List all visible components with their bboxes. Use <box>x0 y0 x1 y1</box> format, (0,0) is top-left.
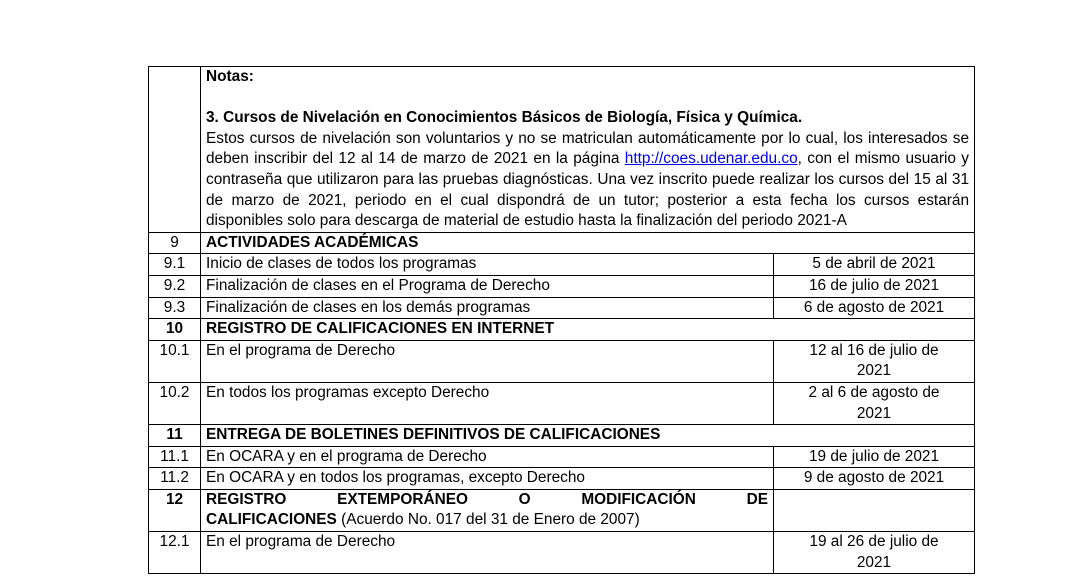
row-date: 9 de agosto de 2021 <box>774 468 975 490</box>
notes-cell <box>201 67 975 233</box>
row-date: 19 al 26 de julio de 2021 <box>774 532 975 574</box>
row-number: 12 <box>149 489 201 531</box>
notes-row <box>149 67 975 233</box>
row-description: En todos los programas excepto Derecho <box>201 382 774 424</box>
notes-num-cell <box>149 67 201 233</box>
row-description: Finalización de clases en los demás programas <box>201 297 774 319</box>
row-date: 2 al 6 de agosto de 2021 <box>774 382 975 424</box>
section-title: REGISTRO DE CALIFICACIONES EN INTERNET <box>201 319 975 341</box>
section-row-9 <box>149 232 975 254</box>
row-date: 16 de julio de 2021 <box>774 275 975 297</box>
row-date: 6 de agosto de 2021 <box>774 297 975 319</box>
row-number: 11.2 <box>149 468 201 490</box>
table-row <box>149 340 975 382</box>
row-number: 10.2 <box>149 382 201 424</box>
row-description: En el programa de Derecho <box>201 340 774 382</box>
row-description: En el programa de Derecho <box>201 532 774 574</box>
row-number: 9.3 <box>149 297 201 319</box>
row-number: 9.2 <box>149 275 201 297</box>
row-description: En OCARA y en el programa de Derecho <box>201 446 774 468</box>
row-date: 12 al 16 de julio de 2021 <box>774 340 975 382</box>
course-description: Estos cursos de nivelación son voluntarios y no se matriculan automáticamente por lo cual, los interesados se deben inscribir del 12 al 14 de marzo de 2021 en la página http://coes.udenar.edu.co, con el mismo usuario y contraseña que utilizaron para las pruebas diagnósticas. Una vez inscrito puede realizar los cursos del 15 al 31 de marzo de 2021, periodo en el cual dispondrá de un tutor; posterior a esta fecha los cursos estarán disponibles solo para descarga de material de estudio hasta la finalización del periodo 2021-A <box>206 129 970 230</box>
table-row <box>149 254 975 276</box>
row-number: 10 <box>149 319 201 341</box>
row-number: 12.1 <box>149 532 201 574</box>
notes-title: Notas: <box>206 68 254 85</box>
row-date <box>774 489 975 531</box>
row-number: 9.1 <box>149 254 201 276</box>
row-number: 11.1 <box>149 446 201 468</box>
row-date: 5 de abril de 2021 <box>774 254 975 276</box>
academic-calendar-table <box>148 66 975 574</box>
section-row-12 <box>149 489 975 531</box>
coes-link[interactable]: http://coes.udenar.edu.co <box>624 150 798 168</box>
row-number: 9 <box>149 232 201 254</box>
row-description: Finalización de clases en el Programa de Derecho <box>201 275 774 297</box>
section-row-10 <box>149 319 975 341</box>
table-row <box>149 297 975 319</box>
table-row <box>149 468 975 490</box>
row-description: En OCARA y en todos los programas, excepto Derecho <box>201 468 774 490</box>
section-title: ACTIVIDADES ACADÉMICAS <box>201 232 975 254</box>
row-description: Inicio de clases de todos los programas <box>201 254 774 276</box>
table-row <box>149 532 975 574</box>
row-date: 19 de julio de 2021 <box>774 446 975 468</box>
table-row <box>149 382 975 424</box>
section-row-11 <box>149 425 975 447</box>
course-title: 3. Cursos de Nivelación en Conocimientos Básicos de Biología, Física y Química. <box>206 109 803 127</box>
row-number: 10.1 <box>149 340 201 382</box>
table-row <box>149 446 975 468</box>
table-row <box>149 275 975 297</box>
section-title: REGISTRO EXTEMPORÁNEO O MODIFICACIÓN DE CALIFICACIONES (Acuerdo No. 017 del 31 de Enero de 2007) <box>201 489 774 531</box>
section-title: ENTREGA DE BOLETINES DEFINITIVOS DE CALIFICACIONES <box>201 425 975 447</box>
row-number: 11 <box>149 425 201 447</box>
